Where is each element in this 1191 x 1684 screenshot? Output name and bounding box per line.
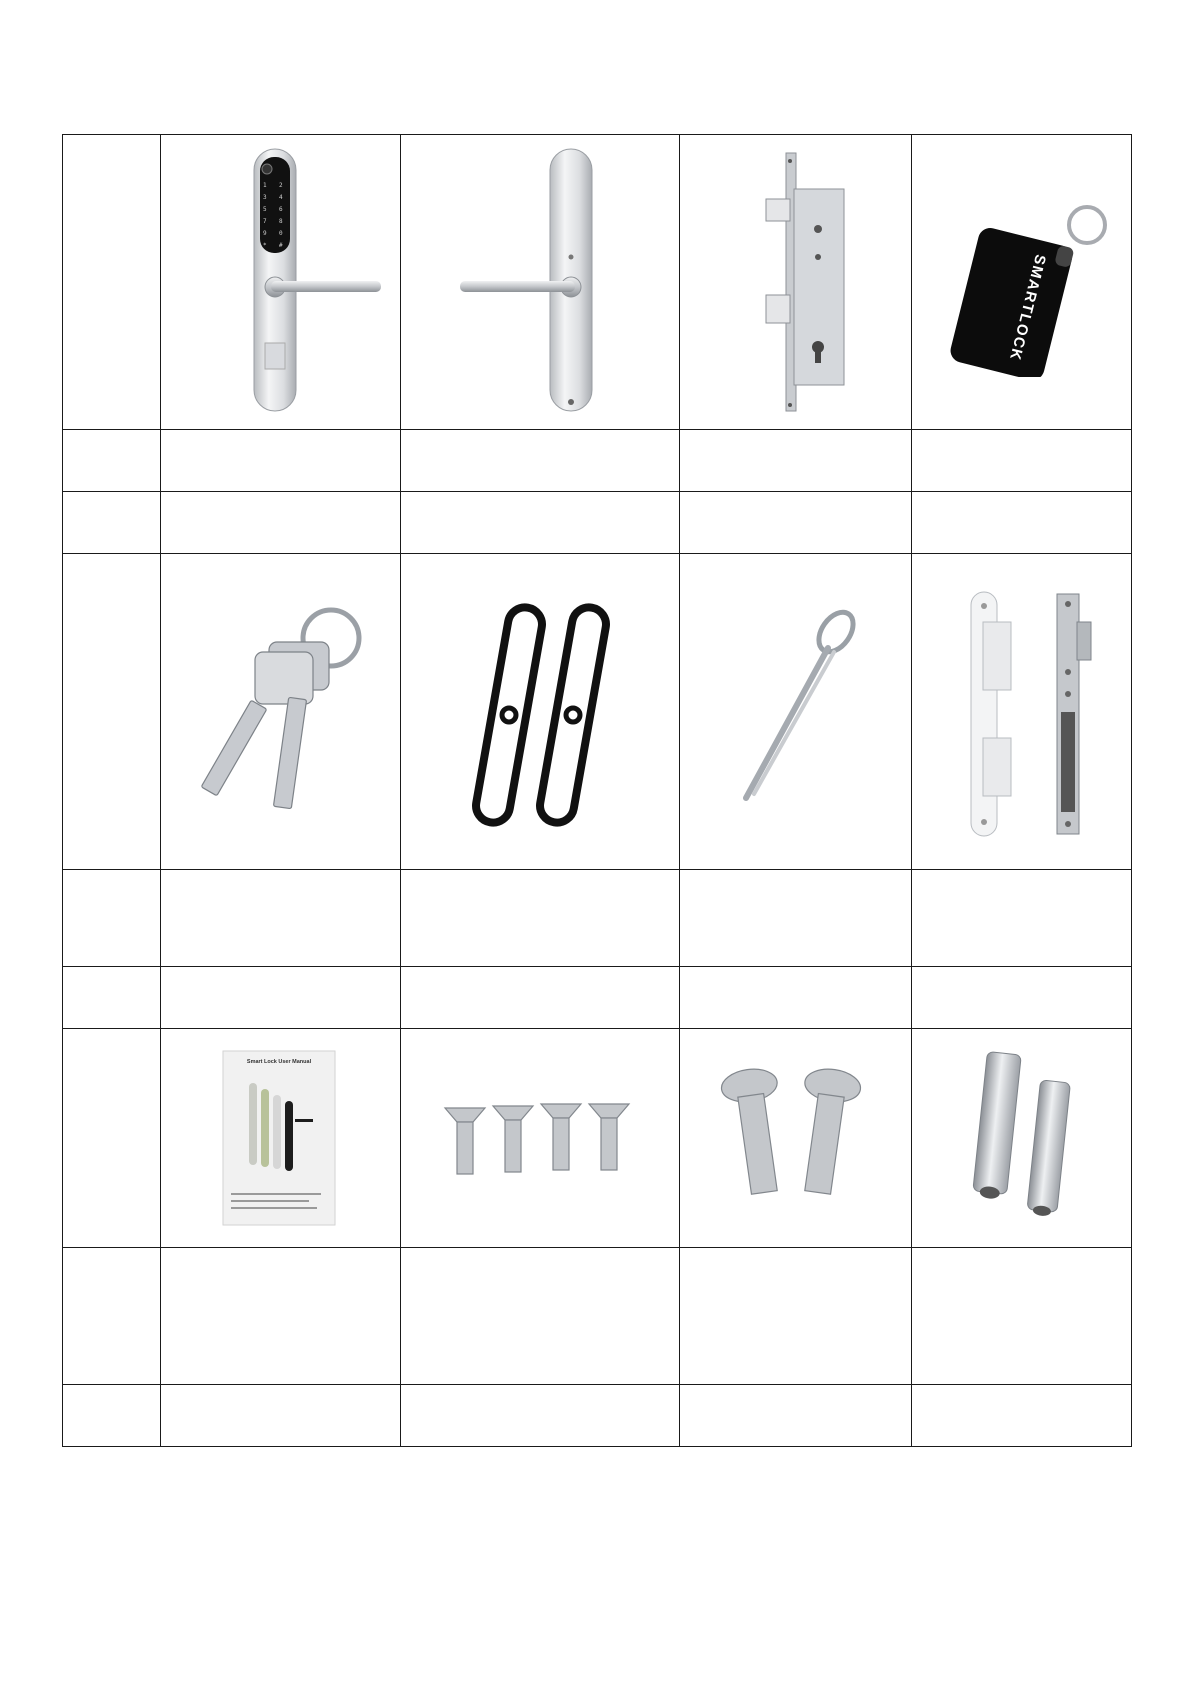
svg-text:2: 2 [278,182,283,189]
svg-text:6: 6 [278,206,283,213]
text-row-3a [63,1248,1132,1385]
text-row-1a [63,430,1132,492]
pan-head-screws-icon [716,1063,876,1213]
smart-lock-front-handle-icon [181,147,381,417]
text-row-1b [63,492,1132,554]
row-label-cell [63,135,161,430]
rfid-key-card-icon [927,187,1117,377]
parts-table [62,134,1132,1447]
item-cell-split-pin [680,554,912,870]
svg-text:#: # [278,242,283,249]
item-cell-rear-handle [401,135,680,430]
svg-text:4: 4 [278,194,283,201]
text-row-2b [63,967,1132,1029]
item-cell-gaskets [401,554,680,870]
item-cell-countersunk-screws [401,1029,680,1248]
image-row-2 [63,554,1132,870]
countersunk-screws-icon [435,1088,645,1188]
svg-text:1: 1 [262,182,267,189]
manual-title: Smart Lock User Manual [246,1059,311,1065]
svg-text:0: 0 [278,230,283,237]
svg-text:7: 7 [262,218,267,225]
row-label-cell [63,554,161,870]
image-row-1 [63,135,1132,430]
mechanical-keys-icon [181,602,381,822]
image-row-3 [63,1029,1132,1248]
mortise-lock-body-icon [736,147,856,417]
strike-plates-icon [927,582,1117,842]
item-cell-front-handle [161,135,401,430]
item-cell-manual [161,1029,401,1248]
text-row-3b [63,1385,1132,1447]
text-row-2a [63,870,1132,967]
svg-text:3: 3 [262,194,267,201]
item-cell-connecting-posts [912,1029,1132,1248]
svg-text:*: * [262,242,267,249]
split-pin-icon [716,602,876,822]
connecting-posts-icon [947,1043,1097,1233]
item-cell-mortise [680,135,912,430]
item-cell-keys [161,554,401,870]
svg-text:9: 9 [262,230,267,237]
rubber-gaskets-icon [440,592,640,832]
rear-handle-plate-icon [430,147,650,417]
card-label: SMARTLOCK [1005,252,1049,363]
row-label-cell [63,1029,161,1248]
item-cell-pan-head-screws [680,1029,912,1248]
user-manual-icon [201,1043,361,1233]
item-cell-strike-plates [912,554,1132,870]
svg-text:5: 5 [262,206,267,213]
item-cell-key-card [912,135,1132,430]
svg-text:8: 8 [278,218,283,225]
